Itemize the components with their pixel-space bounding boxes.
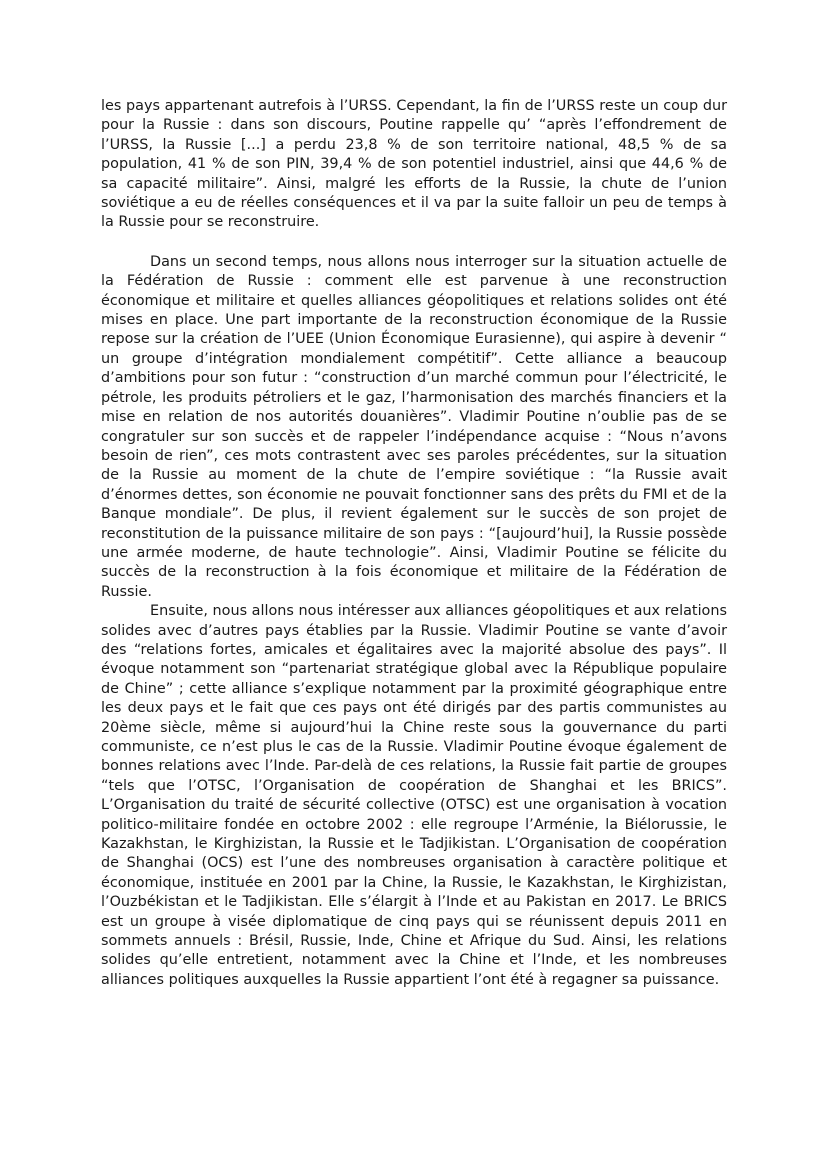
document-page xyxy=(101,97,727,990)
paragraph-3: Ensuite, nous allons nous intéresser aux alliances géopolitiques et aux relations solides avec d’autres pays établies par la Russie. Vladimir Poutine se vante d’avoir des “relations fortes, amicales et égalitaires avec la majorité absolue des pays”. Il évoque notamment son “partenariat stratégique global avec la République populaire de Chine” ; cette alliance s’explique notamment par la proximité géographique entre les deux pays et le fait que ces pays ont été dirigés par des partis communistes au 20ème siècle, même si aujourd’hui la Chine reste sous la gouvernance du parti communiste, ce n’est plus le cas de la Russie. Vladimir Poutine évoque également de bonnes relations avec l’Inde. Par-delà de ces relations, la Russie fait partie de groupes “tels que l’OTSC, l’Organisation de coopération de Shanghai et les BRICS”. L’Organisation du traité de sécurité collective (OTSC) est une organisation à vocation politico-militaire fondée en octobre 2002 : elle regroupe l’Arménie, la Biélorussie, le Kazakhstan, le Kirghizistan, la Russie et le Tadjikistan. L’Organisation de coopération de Shanghai (OCS) est l’une des nombreuses organisation à caractère politique et économique, instituée en 2001 par la Chine, la Russie, le Kazakhstan, le Kirghizistan, l’Ouzbékistan et le Tadjikistan. Elle s’élargit à l’Inde et au Pakistan en 2017. Le BRICS est un groupe à visée diplomatique de cinq pays qui se réunissent depuis 2011 en sommets annuels : Brésil, Russie, Inde, Chine et Afrique du Sud. Ainsi, les relations solides qu’elle entretient, notamment avec la Chine et l’Inde, et les nombreuses alliances politiques auxquelles la Russie appartient l’ont été à regagner sa puissance. xyxy=(101,603,727,988)
paragraph-spacer xyxy=(101,233,727,253)
paragraph-1: les pays appartenant autrefois à l’URSS. Cependant, la fin de l’URSS reste un coup dur pour la Russie : dans son discours, Poutine rappelle qu’ “après l’effondrement de l’URSS, la Russie [...] a perdu 23,8 % de son territoire national, 48,5 % de sa population, 41 % de son PIN, 39,4 % de son potentiel industriel, ainsi que 44,6 % de sa capacité militaire”. Ainsi, malgré les efforts de la Russie, la chute de l’union soviétique a eu de réelles conséquences et il va par la suite falloir un peu de temps à la Russie pour se reconstruire. xyxy=(101,98,727,231)
paragraph-2: Dans un second temps, nous allons nous interroger sur la situation actuelle de la Fédération de Russie : comment elle est parvenue à une reconstruction économique et militaire et quelles alliances géopolitiques et relations solides ont été mises en place. Une part importante de la reconstruction économique de la Russie repose sur la création de l’UEE (Union Économique Eurasienne), qui aspire à devenir “ un groupe d’intégration mondialement compétitif”. Cette alliance a beaucoup d’ambitions pour son futur : “construction d’un marché commun pour l’électricité, le pétrole, les produits pétroliers et le gaz, l’harmonisation des marchés financiers et la mise en relation de nos autorités douanières”. Vladimir Poutine n’oublie pas de se congratuler sur son succès et de rappeler l’indépendance acquise : “Nous n’avons besoin de rien”, ces mots contrastent avec ses paroles précédentes, sur la situation de la Russie au moment de la chute de l’empire soviétique : “la Russie avait d’énormes dettes, son économie ne pouvait fonctionner sans des prêts du FMI et de la Banque mondiale”. De plus, il revient également sur le succès de son projet de reconstitution de la puissance militaire de son pays : “[aujourd’hui], la Russie possède une armée moderne, de haute technologie”. Ainsi, Vladimir Poutine se félicite du succès de la reconstruction à la fois économique et militaire de la Fédération de Russie. xyxy=(101,253,727,600)
